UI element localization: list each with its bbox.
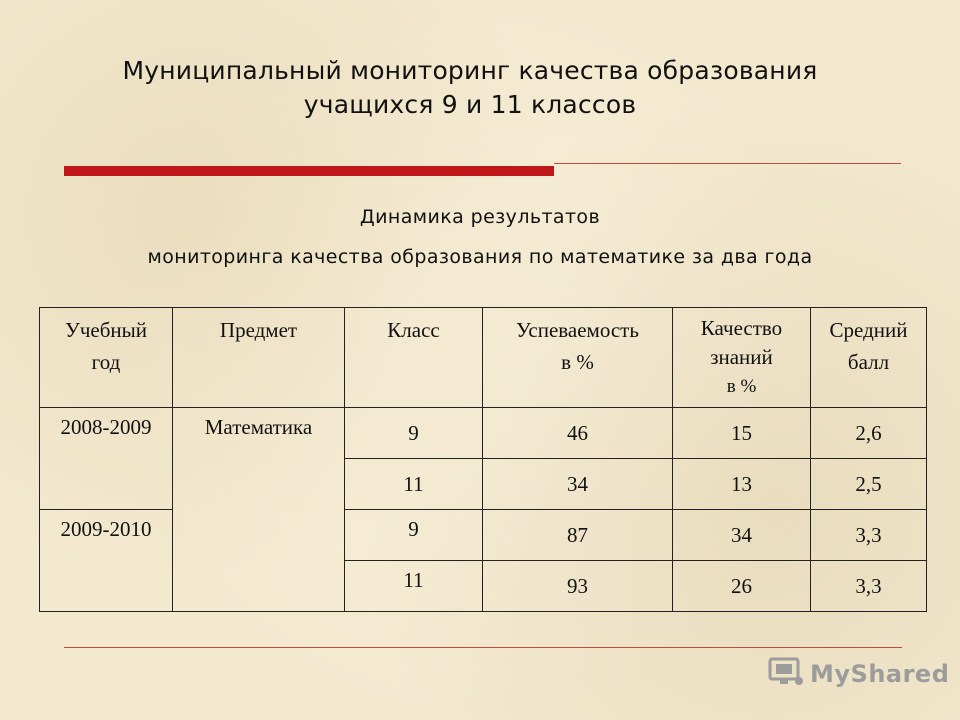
cell-class: 11 [345, 561, 483, 612]
title-line-2: учащихся 9 и 11 классов [303, 90, 637, 119]
cell-class: 9 [345, 510, 483, 561]
subtitle-line-1: Динамика результатов [359, 206, 601, 228]
cell-average: 2,5 [811, 459, 927, 510]
header-row [40, 308, 927, 408]
cell-quality: 34 [673, 510, 811, 561]
cell-average: 2,6 [811, 408, 927, 459]
cell-quality: 26 [673, 561, 811, 612]
divider-red [64, 166, 554, 176]
myshared-logo-icon [768, 655, 804, 693]
cell-success: 87 [483, 510, 673, 561]
cell-class: 11 [345, 459, 483, 510]
header-success: Успеваемость в % [483, 308, 673, 408]
title-line-1: Муниципальный мониторинг качества образования [122, 56, 818, 85]
cell-success: 46 [483, 408, 673, 459]
header-quality: Качество знаний в % [673, 308, 811, 408]
divider-bottom [64, 647, 902, 648]
cell-average: 3,3 [811, 510, 927, 561]
cell-year: 2009-2010 [40, 510, 173, 612]
cell-quality: 15 [673, 408, 811, 459]
watermark-logo [768, 657, 949, 691]
cell-class: 9 [345, 408, 483, 459]
cell-success: 34 [483, 459, 673, 510]
table-row [40, 408, 927, 459]
header-average: Средний балл [811, 308, 927, 408]
header-subject: Предмет [173, 308, 345, 408]
divider-thin-top [554, 163, 901, 164]
header-class: Класс [345, 308, 483, 408]
cell-average: 3,3 [811, 561, 927, 612]
cell-subject: Математика [173, 408, 345, 612]
results-table [39, 307, 927, 612]
cell-quality: 13 [673, 459, 811, 510]
cell-success: 93 [483, 561, 673, 612]
header-year: Учебный год [40, 308, 173, 408]
watermark-text: MyShared [810, 660, 950, 688]
cell-year: 2008-2009 [40, 408, 173, 510]
page-title [0, 54, 940, 122]
subtitle-line-2: мониторинга качества образования по математике за два года [147, 246, 813, 268]
